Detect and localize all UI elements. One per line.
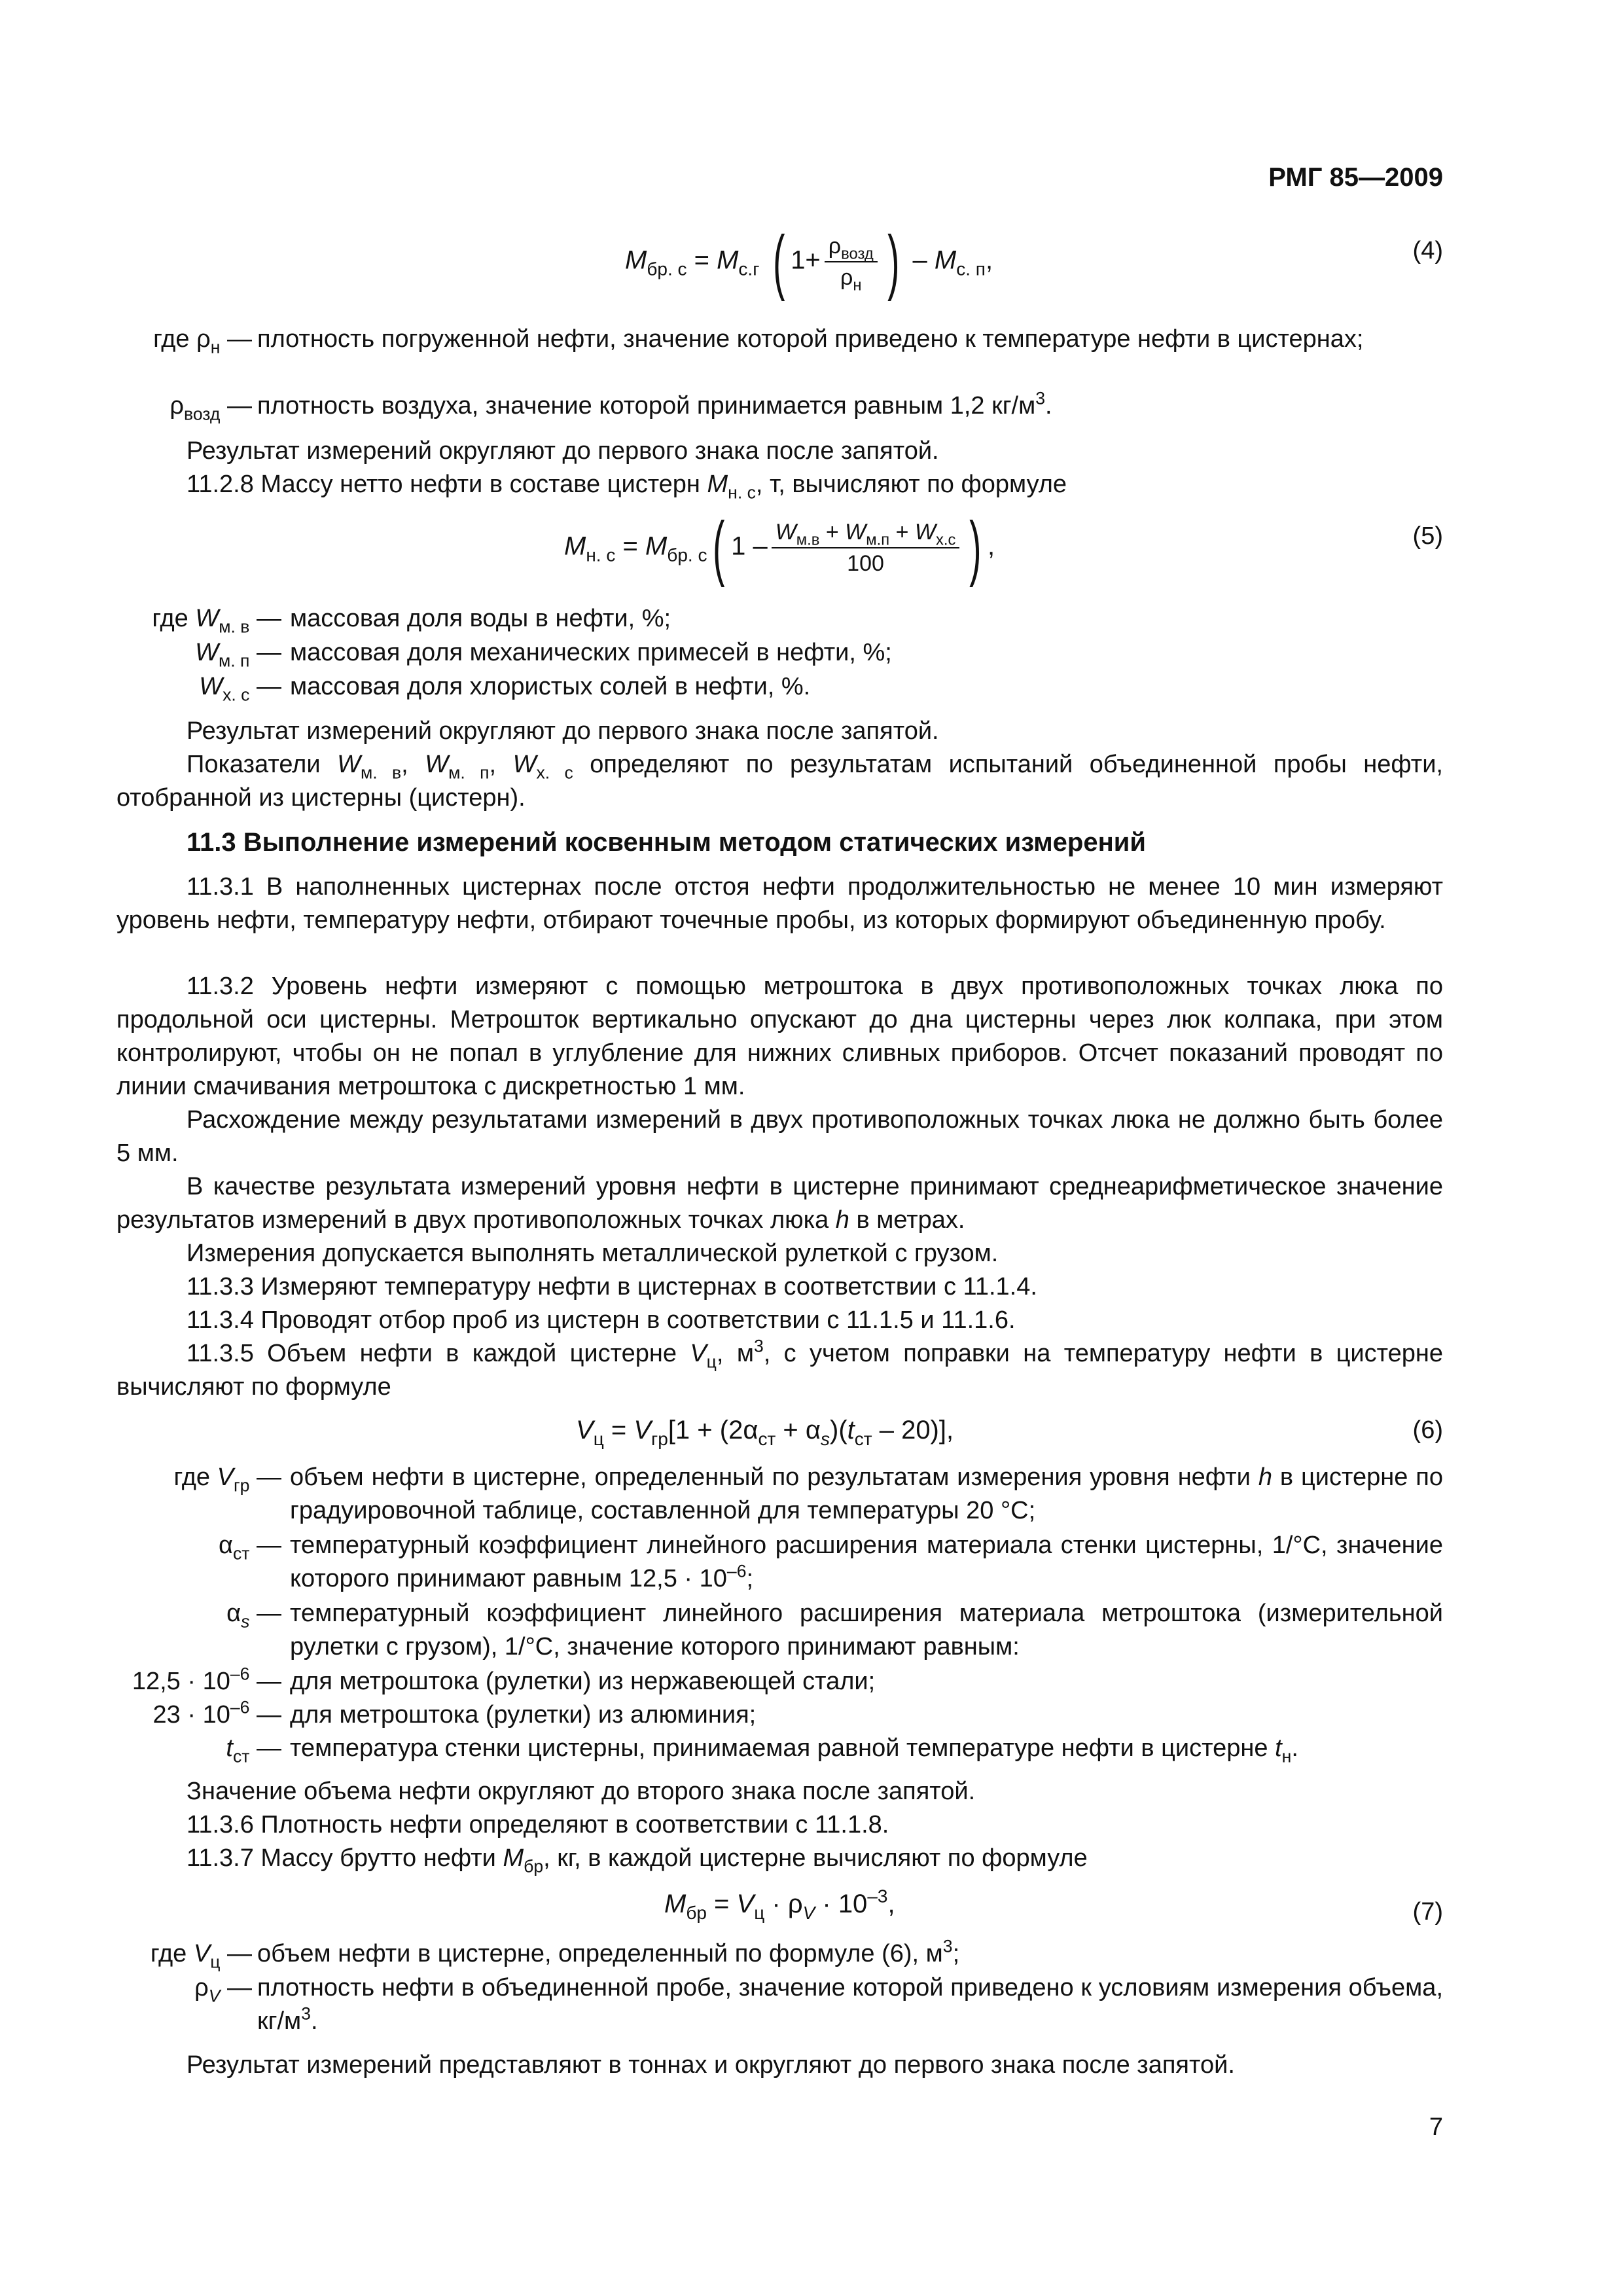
def-symbol: $\alpha_{ст}$ — [218,1532,281,1564]
def-text: массовая доля воды в нефти, %; [290,605,671,632]
formula-7-number: (7) [1412,1898,1443,1926]
def-text: плотность воздуха, значение которой принимается равным 1,2 $кг/м^3$. [257,388,1052,420]
def-text: температурный коэффициент линейного расширения материала стенки цистерны, 1/°С, значение которого принимают равным $12,5 \cdot 10^{-6}$; [290,1532,1443,1592]
paragraph: Результат измерений представляют в тоннах и округляют до первого знака после запятой. [187,2051,1235,2079]
paragraph: 11.3.1 В наполненных цистернах после отстоя нефти продолжительностью не менее 10 мин измеряют уровень нефти, температуру нефти, отбирают точечные пробы, из которых формируют объединенную пробу. [116,873,1443,934]
page-number: 7 [1429,2113,1443,2141]
paragraph: Измерения допускается выполнять металлической рулеткой с грузом. [187,1240,999,1267]
def-text: массовая доля механических примесей в нефти, %; [290,639,892,666]
def-text: массовая доля хлористых солей в нефти, %. [290,673,811,700]
def-text: плотность погруженной нефти, значение которой приведено к температуре нефти в цистернах; [257,325,1364,353]
def-symbol: $t_{ст}$ — [226,1734,281,1767]
paragraph: 11.2.8 Массу нетто нефти в составе цистерн $M_{н. с}$, т, вычисляют по формуле [187,471,1067,503]
paragraph: 11.3.4 Проводят отбор проб из цистерн в соответствии с 11.1.5 и 11.1.6. [187,1306,1016,1334]
def-text: для метроштока (рулетки) из нержавеющей стали; [290,1668,876,1695]
def-symbol: где $\rho_н$ — [153,325,252,357]
paragraph: 11.3.6 Плотность нефти определяют в соответствии с 11.1.8. [187,1811,889,1839]
paragraph: 11.3.7 Массу брутто нефти $M_{бр}$, кг, в каждой цистерне вычисляют по формуле [187,1844,1088,1876]
paragraph: Результат измерений округляют до первого знака после запятой. [187,437,939,465]
def-symbol: где $V_ц$ — [150,1940,252,1972]
formula-4-number: (4) [1412,237,1443,264]
def-text: температурный коэффициент линейного расширения материала метроштока (измерительной рулетки с грузом), 1/°С, значение которого принимают равным: [290,1600,1443,1660]
def-text: объем нефти в цистерне, определенный по результатам измерения уровня нефти h в цистерне по градуировочной таблице, составленной для температуры 20 °С; [290,1463,1444,1524]
paragraph: 11.3.5 Объем нефти в каждой цистерне $V_ц$, $м^3$, с учетом поправки на температуру нефти в цистерне вычисляют по формуле [116,1336,1443,1401]
paragraph: Расхождение между результатами измерений в двух противоположных точках люка не должно быть более 5 мм. [116,1106,1443,1167]
formula-4: $M_{бр. с} = M_{с.г}$ ( 1+ $\frac{\rho_{возд}}{\rho_н}$ ) – $M_{с. п}$, [625,221,993,302]
paragraph: Значение объема нефти округляют до второго знака после запятой. [187,1778,976,1805]
def-text: температура стенки цистерны, принимаемая равной температуре нефти в цистерне $t_н$. [290,1734,1298,1767]
formula-7: $M_{бр} = V_ц \cdot \rho_V \cdot 10^{-3}$, [664,1886,895,1923]
formula-5: $M_{н. с} = M_{бр. с}$( 1 – $\frac{W_{м.в} + W_{м.п} + W_{х.с}}{100}$ ) , [564,507,995,588]
paragraph: Результат измерений округляют до первого знака после запятой. [187,717,939,745]
formula-6-number: (6) [1412,1416,1443,1444]
def-symbol: $\rho_V$ — [194,1974,252,2006]
paragraph: В качестве результата измерений уровня нефти в цистерне принимают среднеарифметическое значение результатов измерений в двух противоположных точках люка h в метрах. [116,1173,1443,1234]
def-text: плотность нефти в объединенной пробе, значение которой приведено к условиям измерения объема, $кг/м^3$. [257,1974,1443,2035]
section-heading: 11.3 Выполнение измерений косвенным методом статических измерений [187,828,1146,857]
def-symbol: $\alpha_s$ — [226,1600,281,1632]
def-symbol: $W_{х. с}$ — [199,673,281,705]
formula-6: $V_ц = V_{гр}[1 + (2\alpha_{ст} + \alpha_s)(t_{ст} - 20)]$, [576,1416,954,1449]
def-symbol: где $V_{гр}$ — [173,1463,281,1496]
def-symbol: $12,5 \cdot 10^{-6}$ — [132,1664,281,1695]
document-header: РМГ 85—2009 [1268,163,1443,192]
formula-5-number: (5) [1412,522,1443,550]
paragraph: 11.3.3 Измеряют температуру нефти в цистернах в соответствии с 11.1.4. [187,1273,1037,1300]
def-symbol: где $W_{м. в}$ — [152,605,281,637]
def-symbol: $\rho_{возд}$ — [169,392,252,424]
def-text: для метроштока (рулетки) из алюминия; [290,1701,757,1729]
paragraph: Показатели $W_{м. в}$, $W_{м. п}$, $W_{х. с}$ определяют по результатам испытаний объединенной пробы нефти, отобранной из цистерны (цистерн). [116,751,1443,812]
def-symbol: $W_{м. п}$ — [195,639,281,671]
def-symbol: $23 \cdot 10^{-6}$ — [152,1697,281,1729]
paragraph: 11.3.2 Уровень нефти измеряют с помощью метроштока в двух противоположных точках люка по продольной оси цистерны. Метрошток вертикально опускают до дна цистерны через люк колпака, при этом контролируют, чтобы он не попал в углубление для нижних сливных приборов. Отсчет показаний проводят по линии смачивания метроштока с дискретностью 1 мм. [116,973,1443,1100]
def-text: объем нефти в цистерне, определенный по формуле (6), $м^3$; [257,1936,960,1967]
